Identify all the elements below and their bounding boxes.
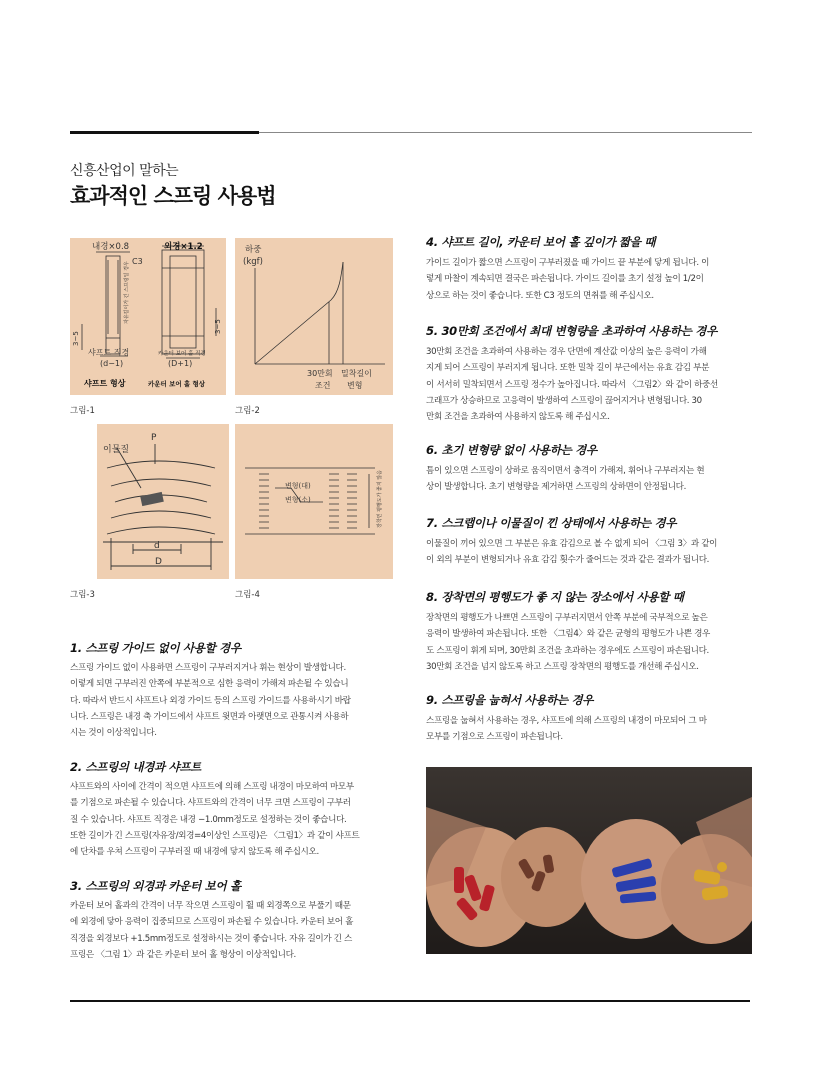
section-1-body: 스프링 가이드 없이 사용하면 스프링이 구부러지거나 휘는 현상이 발생합니다. 이렇게 되면 구부러진 안쪽에 부분적으로 심한 응력이 가해져 파손될 수 있습니 다. 따라서 반드시 샤프트나 외경 가이드 등의 스프링 가이드를 사용하시기 바랍 니다. 스프링은 내경 축 가이드에서 샤프트 윗면과 아랫면으로 관통시켜 사용하 시는 것이 이상적입니다. bbox=[70, 663, 351, 739]
fig4-label-b: 변형(소) bbox=[285, 496, 311, 504]
section-7-heading: 7. 스크랩이나 이물질이 낀 상태에서 사용하는 경우 bbox=[426, 516, 677, 530]
fig2-xlabel-1a: 30만회 bbox=[307, 369, 333, 378]
fig2-xlabel-2a: 밀착길이 bbox=[341, 369, 372, 378]
section-4-body: 가이드 길이가 짧으면 스프링이 구부러졌을 때 가이드 끝 부분에 닿게 됩니다. 이 렇게 마찰이 계속되면 결국은 파손됩니다. 가이드 길이를 초기 설정 높이 1/2이 상으로 하는 것이 좋습니다. 또한 C3 정도의 면취를 해 주십시오. bbox=[426, 258, 710, 301]
springs-in-hands-photo bbox=[426, 767, 752, 954]
fig4-side-label: 장착면 평행도가 좋지 않음 bbox=[377, 470, 383, 528]
fig2-ylabel-1: 하중 bbox=[245, 245, 262, 255]
section-3-heading: 3. 스프링의 외경과 카운터 보어 홀 bbox=[70, 879, 241, 893]
figure-2 bbox=[235, 238, 393, 395]
fig1-bore-shape: 카운터 보어 홀 형상 bbox=[148, 380, 206, 388]
fig1-shaft-dia-val: (d−1) bbox=[100, 359, 124, 368]
section-5-body: 30만회 조건을 초과하여 사용하는 경우 단면에 계산값 이상의 높은 응력이 가해 지게 되어 스프링이 부러지게 됩니다. 또한 밀착 길이 부근에서는 유효 감김 부분 이 서서히 밀착되면서 스프링 정수가 높아집니다. 따라서 〈그림2〉와 같이 하중선 그래프가 상승하므로 고응력이 발생하여 스프링이 끊어지거나 변형됩니다. 30 만회 조건을 초과하여 사용하지 않도록 해 주십시오. bbox=[426, 347, 718, 423]
figure-1-caption: 그림-1 bbox=[70, 406, 95, 416]
fig3-D-label: D bbox=[155, 557, 162, 567]
fig2-ylabel-2: (kgf) bbox=[243, 257, 263, 267]
fig2-xlabel-1b: 조건 bbox=[315, 381, 331, 390]
section-9-heading: 9. 스프링을 눕혀서 사용하는 경우 bbox=[426, 693, 594, 707]
section-9-body: 스프링을 눕혀서 사용하는 경우, 샤프트에 의해 스프링의 내경이 마모되어 그 마 모부를 기점으로 스프링이 파손됩니다. bbox=[426, 716, 707, 743]
header-rule-thick bbox=[70, 131, 259, 134]
fig1-vert-left: 3~5 bbox=[72, 331, 80, 346]
figure-4-caption: 그림-4 bbox=[235, 590, 260, 600]
section-1-heading: 1. 스프링 가이드 없이 사용할 경우 bbox=[70, 641, 241, 655]
fig3-foreign-label: 이물질 bbox=[103, 445, 130, 455]
fig3-p-label: P bbox=[151, 433, 157, 443]
section-8-body: 장착면의 평행도가 나쁘면 스프링이 구부러지면서 안쪽 부분에 국부적으로 높은 응력이 발생하여 파손됩니다. 또한 〈그림4〉와 같은 균형의 평형도가 나쁜 경우 도 스프링이 휘게 되며, 30만회 조건을 초과하는 경우에도 스프링이 파손됩니다. 30만회 조건을 넘지 않도록 하고 스프링 장착면의 평행도를 개선해 주십시오. bbox=[426, 613, 710, 672]
fig4-label-a: 변형(대) bbox=[285, 482, 311, 490]
figure-1 bbox=[70, 238, 226, 395]
page-subtitle: 신흥산업이 말하는 bbox=[70, 163, 179, 179]
fig1-inner-label: 내경×0.8 bbox=[92, 242, 130, 252]
page-title: 효과적인 스프링 사용법 bbox=[70, 184, 276, 208]
section-6-body: 틈이 있으면 스프링이 상하로 움직이면서 충격이 가해져, 휘어나 구부러지는 현 상이 발생합니다. 초기 변형량을 제거하면 스프링의 상하면이 안정됩니다. bbox=[426, 466, 705, 493]
header-rule-thin bbox=[259, 132, 752, 133]
fig1-shaft-dia: 샤프트 직경 bbox=[88, 348, 130, 357]
fig3-d-label: d bbox=[154, 541, 160, 551]
fig1-shaft-shape: 샤프트 형상 bbox=[84, 379, 126, 388]
fig3-foreign-object bbox=[140, 492, 164, 506]
fig1-vert-right: 3~5 bbox=[214, 319, 222, 334]
fig1-shaft-vertical: 자유길이가 긴 스프링일 경우 bbox=[124, 261, 130, 324]
footer-rule bbox=[70, 1000, 750, 1002]
section-8-heading: 8. 장착면의 평행도가 좋 지 않는 장소에서 사용할 때 bbox=[426, 590, 684, 604]
fig1-outer-label: 외경×1.2 bbox=[164, 242, 203, 252]
figure-4 bbox=[235, 424, 393, 579]
section-7-body: 이물질이 끼어 있으면 그 부분은 유효 감김으로 볼 수 없게 되어 〈그림 3〉과 같이 이 외의 부분이 변형되거나 유효 감김 횟수가 줄어드는 것과 같은 결과가 됩니다. bbox=[426, 539, 718, 566]
section-2-heading: 2. 스프링의 내경과 샤프트 bbox=[70, 760, 201, 774]
fig2-xlabel-2b: 변형 bbox=[347, 381, 363, 390]
fig1-c3-label: C3 bbox=[132, 257, 143, 266]
figure-3 bbox=[97, 424, 229, 579]
section-3-body: 카운터 보어 홀과의 간격이 너무 작으면 스프링이 휠 때 외경쪽으로 부풀기 때문 에 외경에 닿아 응력이 집중되므로 스프링이 파손될 수 있습니다. 카운터 보어 홀 직경을 외경보다 +1.5mm정도로 설정하시는 것이 좋습니다. 자유 길이가 긴 스 프링은 〈그림 1〉과 같은 카운터 보어 홀 형상이 이상적입니다. bbox=[70, 901, 354, 960]
section-2-body: 샤프트와의 사이에 간격이 적으면 샤프트에 의해 스프링 내경이 마모하여 마모부 를 기점으로 파손될 수 있습니다. 샤프트와의 간격이 너무 크면 스프링이 구부러 질 수 있습니다. 샤프트 직경은 내경 −1.0mm정도로 설정하는 것이 좋습니다. 또한 길이가 긴 스프링(자유장/외경=4이상인 스프링)은 〈그림1〉과 같이 샤프트 에 단차를 우쳐 스프링이 구부러질 때 내경에 닿지 않도록 해 주십시오. bbox=[70, 782, 360, 858]
fig1-bore-dia: 카운터 보어 홀 직경 bbox=[158, 351, 206, 357]
section-5-heading: 5. 30만회 조건에서 최대 변형량을 초과하여 사용하는 경우 bbox=[426, 324, 717, 338]
figure-3-caption: 그림-3 bbox=[70, 590, 95, 600]
section-4-heading: 4. 샤프트 길이, 카운터 보어 홀 깊이가 짧을 때 bbox=[426, 235, 656, 249]
figure-2-caption: 그림-2 bbox=[235, 406, 260, 416]
section-6-heading: 6. 초기 변형량 없이 사용하는 경우 bbox=[426, 443, 597, 457]
fig1-bore-dia-val: (D+1) bbox=[168, 359, 193, 368]
